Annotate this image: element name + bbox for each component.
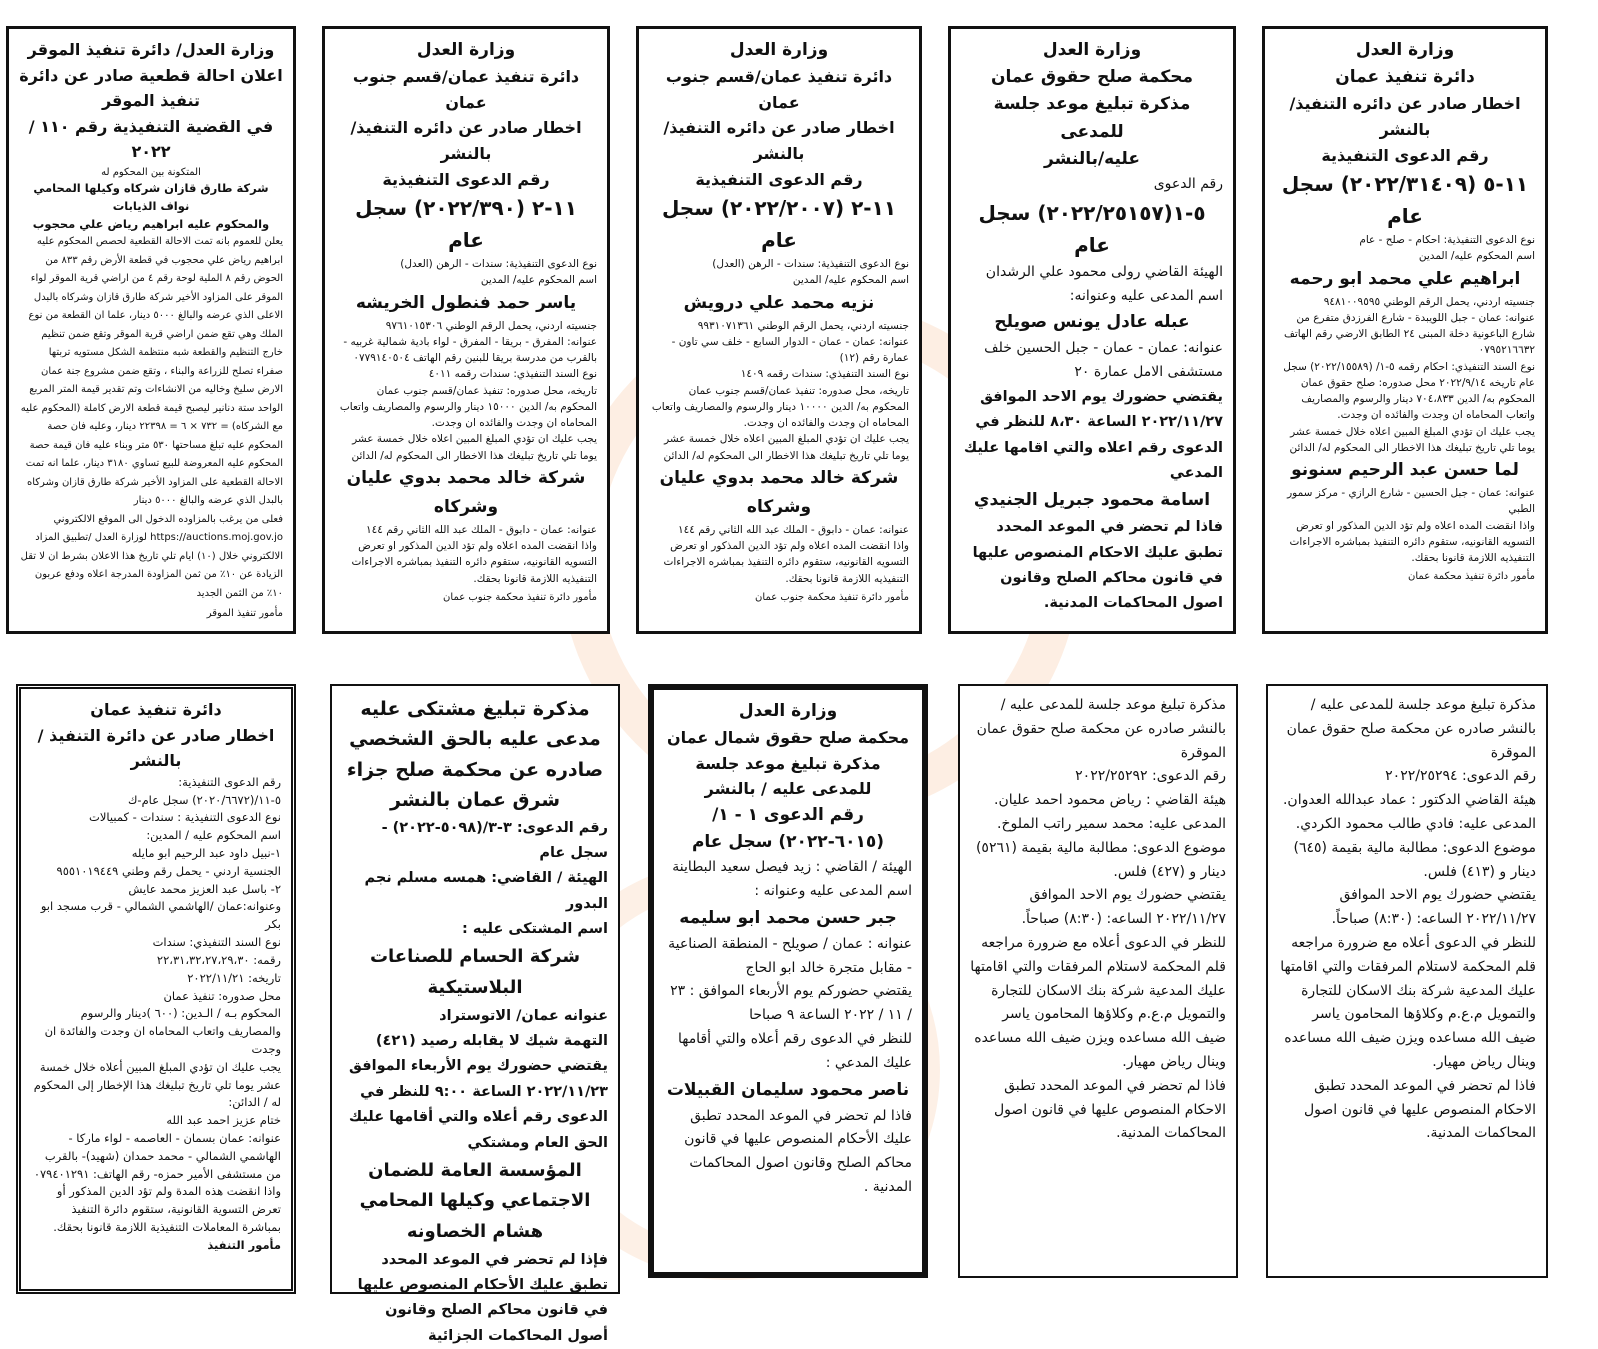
notice-auction-link: فعلى من يرغب بالمزاوده الدخول الى الموقع الالكتروني https://auctions.moj.gov.jo لوزارة العدل /تطبيق المزاد الالكتروني خلال (١٠) ايام تلي تاريخ هذا الاعلان بشرط ان لا تقل الزيادة عن ١٠٪ من ثمن المزاودة المدرجة اعلاه ودفع عربون ١٠٪ من الثمن الجديد — [20, 513, 283, 599]
notice-address: عنوانه عمان/ الاتوستراد — [439, 1007, 608, 1024]
notice-title: اعلان احالة قطعية صادر عن دائرة تنفيذ الموقر — [19, 65, 283, 111]
notice-line: نوع الدعوى التنفيذية : سندات - كمبيالات — [89, 810, 281, 825]
notice-subject: موضوع الدعوى: مطالبة مالية بقيمة (٥٢٦١) دينار و (٤٢٧) فلس. — [975, 839, 1226, 880]
notice-amman-civil-court-25157 — [948, 26, 1236, 634]
notice-amman-execution-6672 — [16, 684, 296, 1294]
notice-line: يجب عليك ان تؤدي المبلغ المبين أعلاه خلال خمسة عشر يوما تلي تاريخ تبليغك هذا الإخطار إلى المحكوم له / الدائن: — [33, 1059, 281, 1110]
notice-case-number: (٦٠١٥-٢٠٢٢) سجل عام — [691, 832, 885, 853]
notice-line: جنسيته اردني، يحمل الرقم الوطني ٩٧٦١٠١٥٣٠٦ — [385, 319, 597, 332]
notice-case-label: رقم الدعوى التنفيذية — [695, 169, 863, 189]
notice-line: تاريخه، محل صدوره: تنفيذ عمان/قسم جنوب عمان — [688, 384, 909, 397]
notice-ministry: وزارة العدل — [416, 40, 516, 60]
notice-address: عنوانه: عمان - عمان - جبل الحسين خلف مستشفى الامل عمارة ٢٠ — [984, 340, 1223, 381]
notice-line: عنوانه: عمان بسمان - العاصمه - لواء ماركا - الهاشمي الشمالي - محمد حمدان (شهيد)- بالقرب من مستشفى الأمير حمزه- رقم الهاتف: ٠٧٩٤٠١٢٩١ — [33, 1131, 281, 1181]
notice-defendant-name: جبر حسن محمد ابو سليمه — [679, 907, 897, 928]
notice-north-amman-civil-6015 — [648, 684, 928, 1278]
notice-charge: التهمة شيك لا يقابله رصيد (٤٢١) — [375, 1033, 608, 1049]
notice-warning: فاذا لم تحضر في الموعد المحدد تطبق الاحكام المنصوص عليها في قانون اصول المحاكمات المدنية. — [1303, 1077, 1536, 1142]
notice-line: واذا انقضت المده اعلاه ولم تؤد الدين المذكور او تعرض التسويه القانونيه، ستقوم دائره التنفيذ بمباشره الاجراءات التنفيذيه اللازمة قانونا بحقك. — [663, 540, 909, 585]
notice-signature: مأمور دائرة تنفيذ محكمة عمان — [1408, 571, 1535, 583]
notice-line: المتكونة بين المحكوم له — [101, 166, 201, 178]
notice-title: مذكرة تبليغ موعد جلسة للمدعى عليه / بالنشر صادره عن محكمة صلح حقوق عمان الموقرة — [1286, 697, 1536, 761]
notice-ministry: وزارة العدل/ دائرة تنفيذ الموقر — [27, 40, 275, 59]
notice-type: مذكرة تبليغ موعد جلسة للمدعى — [993, 94, 1191, 142]
notice-defendant: المدعى عليه: فادي طالب محمود الكردي. — [1295, 815, 1536, 832]
notice-case-number: ٥-١١/(٢٠٢٠/٦٦٧٢) سجل عام-ك — [127, 792, 281, 807]
notice-hearing: يقتضي حضورك يوم الأربعاء الموافق ٢٠٢٢/١١/٢٣ الساعة ٩:٠٠ للنظر في الدعوى رقم أعلاه والتي أقامها عليك الحق العام ومشتكي — [348, 1058, 608, 1151]
notice-line: جنسيته اردني، يحمل الرقم الوطني ٩٩٣١٠٧١٣٦١ — [697, 319, 909, 332]
notice-line: نوع الدعوى التنفيذية: سندات - الرهن (العدل) — [712, 258, 909, 271]
notice-line: عنوانه: عمان - جبل اللويبدة - شارع الفرزدق متفرع من شارع الباعونية دخلة المبنى ٢٤ الطابق الارضي رقم الهاتف ٠٧٩٥٢١٦٦٣٢ — [1283, 311, 1535, 357]
notice-south-amman-execution-2007 — [636, 26, 922, 634]
notice-case-label: رقم الدعوى — [1153, 175, 1223, 192]
notice-type: مذكرة تبليغ موعد جلسة للمدعى عليه / بالنشر — [695, 753, 881, 799]
notice-civil-court-25294 — [1266, 684, 1548, 1278]
notice-creditor: شركة طارق قازان شركاه وكيلها المحامي نواف الذيابات — [33, 180, 269, 213]
notice-warning: فاذا لم تحضر في الموعد المحدد تطبق عليك الاحكام المنصوص عليها في قانون محاكم الصلح وقانون اصول المحاكمات المدنية. — [972, 519, 1223, 612]
notice-case-number: ١١-٥ (٢٠٢٢/٣١٤٠٩) سجل عام — [1281, 172, 1529, 229]
notice-south-amman-execution-390 — [322, 26, 610, 634]
notice-line: ٢- باسل عبد العزيز محمد عايش — [128, 881, 281, 896]
notice-judge: الهيئة / القاضي: همسه مسلم نجم البدور — [364, 870, 608, 912]
notice-east-amman-criminal-5098 — [330, 684, 620, 1344]
notice-hearing: يقتضي حضورك يوم الاحد الموافق ٢٠٢٢/١١/٢٧ الساعة ٨،٣٠ للنظر في الدعوى رقم اعلاه والتي اقامها عليك المدعي — [963, 388, 1223, 481]
notice-judge: الهيئة / القاضي : زيد فيصل سعيد البطاينة — [672, 859, 912, 876]
notice-plaintiff-name: اسامة محمود جبريل الجنيدي — [973, 490, 1211, 511]
notice-type: اخطار صادر عن دائرة التنفيذ / بالنشر — [37, 725, 275, 771]
notice-department: دائرة تنفيذ عمان/قسم جنوب عمان — [352, 67, 580, 112]
notice-creditor-name: لما حسن عبد الرحيم سنونو — [1291, 460, 1519, 481]
notice-case-label: رقم الدعوى التنفيذية — [382, 169, 550, 189]
notice-line: يجب عليك ان تؤدي المبلغ المبين اعلاه خلال خمسة عشر يوما تلي تاريخ تبليغك هذا الاخطار الى المحكوم له/ الدائن — [351, 433, 597, 462]
notice-line: ١-نبيل داود عبد الرحيم ابو مايله — [131, 846, 281, 861]
notice-muwaqqar-auction — [6, 26, 296, 634]
notice-defendant-name: عبله عادل يونس صويلح — [994, 312, 1190, 333]
notice-line: واذا انقضت هذه المدة ولم تؤد الدين المذكور أو تعرض التسوية القانونية، ستقوم دائرة التنفيذ بمباشرة المعاملات التنفيذية اللازمة قانونا بحقك. — [53, 1184, 281, 1235]
notice-line: اسم المحكوم عليه / المدين: — [146, 828, 281, 843]
notice-line: اسم المحكوم عليه/ المدين — [792, 274, 909, 287]
notice-case-number: رقم الدعوى: ٢٠٢٢/٢٥٢٩٤ — [1385, 768, 1536, 785]
notice-creditor-name: شركة خالد محمد بدوي عليان وشركاه — [346, 467, 586, 517]
notice-ministry: وزارة العدل — [738, 701, 838, 721]
notice-subject: موضوع الدعوى: مطالبة مالية بقيمة (٦٤٥) دينار و (٤١٣) فلس. — [1293, 839, 1536, 880]
notice-line: نوع السند التنفيذي: سندات رقمه ٤٠١١ — [428, 368, 597, 381]
notice-line: تاريخه، محل صدوره: تنفيذ عمان/قسم جنوب عمان — [376, 384, 597, 397]
notice-ministry: وزارة العدل — [1042, 40, 1142, 60]
notice-defendant: المدعى عليه: محمد سمير راتب الملوخ. — [997, 815, 1226, 832]
notice-department: دائرة تنفيذ عمان/قسم جنوب عمان — [665, 67, 893, 112]
notice-case-number: في القضية التنفيذية رقم ١١٠ / ٢٠٢٢ — [28, 116, 274, 162]
notice-type-cont: عليه/بالنشر — [1044, 148, 1140, 169]
notice-debtor-name: ياسر حمد فنطول الخريشه — [355, 292, 577, 313]
notice-line: جنسيته اردني، يحمل الرقم الوطني ٩٤٨١٠٠٩٥٩٥ — [1323, 295, 1535, 308]
notice-complainant-name: المؤسسة العامة للضمان الاجتماعي وكيلها المحامي هشام الخصاونه — [359, 1159, 591, 1243]
notice-line: واذا انقضت المده اعلاه ولم تؤد الدين المذكور او تعرض التسويه القانونيه، ستقوم دائره التنفيذ بمباشره الاجراءات التنفيذيه اللازمة قانونا بحقك. — [351, 540, 597, 585]
notice-address: عنوانه : عمان / صويلح - المنطقة الصناعية - مقابل متجرة خالد ابو الحاج — [668, 935, 912, 976]
notice-hearing: يقتضي حضورك يوم الاحد الموافق ٢٠٢٢/١١/٢٧ الساعه: (٨:٣٠) صباحاً. — [1331, 887, 1536, 928]
notice-line: يجب عليك ان تؤدي المبلغ المبين اعلاه خلال خمسة عشر يوما تلي تاريخ تبليغك هذا الاخطار الى المحكوم له/ الدائن — [663, 433, 909, 462]
notice-case-number: رقم الدعوى: ٣-٣/(٥٠٩٨-٢٠٢٢) - سجل عام — [381, 819, 608, 861]
notice-case-label: رقم الدعوى التنفيذية — [1321, 145, 1489, 165]
notice-title: مذكرة تبليغ موعد جلسة للمدعى عليه / بالنشر صادره عن محكمة صلح حقوق عمان الموقرة — [976, 697, 1226, 761]
notice-warning: فاذا لم تحضر في الموعد المحدد تطبق عليك الأحكام المنصوص عليها في قانون محاكم الصلح وقانون اصول المحاكمات المدنية . — [684, 1107, 912, 1195]
notice-plaintiff-name: ناصر محمود سليمان القبيلات — [666, 1079, 910, 1100]
notice-line: واذا انقضت المده اعلاه ولم تؤد الدين المذكور او تعرض التسويه القانونيه، ستقوم دائره التنفيذ بمباشره الاجراءات التنفيذيه اللازمة قانونا بحقك. — [1289, 519, 1535, 565]
notice-hearing: يقتضي حضورك يوم الاحد الموافق ٢٠٢٢/١١/٢٧ الساعه: (٨:٣٠) صباحاً. — [1021, 887, 1226, 928]
notice-judge: هيئة القاضي الدكتور : عماد عبدالله العدوان. — [1282, 792, 1536, 809]
notice-line: وعنوانه:عمان /الهاشمي الشمالي - قرب مسجد ابو بكر — [40, 899, 281, 932]
notice-line: نوع السند التنفيذي: سندات رقمه ١٤٠٩ — [740, 368, 909, 381]
notice-line: عنوانه: عمان - دابوق - الملك عبد الله الثاني رقم ١٤٤ — [678, 523, 909, 536]
notice-debtor-name: نزيه محمد علي درويش — [683, 292, 875, 313]
notice-line: اسم المحكوم عليه/ المدين — [480, 274, 597, 287]
notice-line: المحكوم به/ الدين ١٥٠٠٠ دينار والرسوم والمصاريف واتعاب المحاماه ان وجدت والفائده ان وجدت. — [339, 400, 597, 430]
notice-body: للنظر في الدعوى أعلاه مع ضرورة مراجعه قلم المحكمة لاستلام المرفقات والتي اقامتها عليك المدعية شركة بنك الاسكان للتجارة والتمويل م.ع.م وكلاؤها المحامون ياسر ضيف الله مساعده ويزن ضيف الله مساعده وينال رياض مهيار. — [1280, 934, 1536, 1070]
notice-case-number: ٥-١(٢٠٢٢/٢٥١٥٧) سجل عام — [978, 200, 1206, 257]
notice-case-number: ١١-٢ (٢٠٢٢/٢٠٠٧) سجل عام — [661, 196, 897, 253]
notice-line: ختام عزيز احمد عبد الله — [166, 1113, 281, 1128]
notice-body: للنظر في الدعوى أعلاه مع ضرورة مراجعه قلم المحكمة لاستلام المرفقات والتي اقامتها عليك المدعية شركة بنك الاسكان للتجارة والتمويل م.ع.م وكلاؤها المحامون ياسر ضيف الله مساعده ويزن ضيف الله مساعده وينال رياض مهيار. — [970, 934, 1226, 1070]
notice-debtor: والمحكوم عليه ابراهيم رياض علي محجوب — [32, 216, 270, 231]
notice-signature: مأمور دائرة تنفيذ محكمة جنوب عمان — [755, 591, 909, 603]
notice-debtor-name: ابراهيم علي محمد ابو رحمه — [1289, 268, 1521, 289]
notice-line: نوع الدعوى التنفيذية: احكام - صلح - عام — [1359, 234, 1535, 247]
notice-line: رقمه: ٢٢،٣١،٣٢،٢٧،٢٩،٣٠ — [156, 952, 281, 967]
notice-line: المحكوم به/ الدين ٧٠٤،٨٣٣ دينار والرسوم والمصاريف واتعاب المحاماه ان وجدت والفائده ان وجدت. — [1301, 393, 1535, 422]
notice-line: عنوانه: عمان - دابوق - الملك عبد الله الثاني رقم ١٤٤ — [366, 523, 597, 536]
notice-signature: مأمور تنفيذ الموقر — [206, 608, 283, 620]
notice-line: نوع السند التنفيذي: سندات — [152, 935, 281, 950]
notice-line: نوع السند التنفيذي: احكام رقمه ٥-١/ (٢٠٢٢/١٥٥٨٩) سجل عام تاريخه ٢٠٢٢/٩/١٤ محل صدوره: صلح حقوق عمان — [1283, 360, 1535, 389]
notice-warning: فإذا لم تحضر في الموعد المحدد تطبق عليك الأحكام المنصوص عليها في قانون محاكم الصلح وقانون أصول المحاكمات الجزائية — [357, 1251, 608, 1344]
notice-accused-name: شركة الحسام للصناعات البلاستيكية — [369, 946, 581, 999]
notice-type: اخطار صادر عن دائره التنفيذ/ بالنشر — [1289, 94, 1521, 139]
notice-line: يجب عليك ان تؤدي المبلغ المبين اعلاه خلال خمسة عشر يوما تلي تاريخ تبليغك هذا الاخطار الى المحكوم له/ الدائن — [1289, 425, 1535, 454]
notice-line: محل صدوره: تنفيذ عمان — [163, 988, 281, 1003]
notice-line: عنوانه: عمان - عمان - الدوار السابع - خلف سي تاون - عمارة رقم (١٢) — [671, 335, 909, 365]
notice-signature: مأمور التنفيذ — [207, 1237, 281, 1252]
notice-body: يعلن للعموم بانه تمت الاحالة القطعية لحصص المحكوم عليه ابراهيم رياض علي محجوب في قطعة الأرض رقم ٨٣٣ من الحوض رقم ٨ الملية لوحة رقم ٤ من اراضي قرية الموقر لواء الموقر على المزاود الأخير شركة طارق قازان وشركاه بالبدل الاعلى الذي عرضه والبالغ ٥٠٠٠ دينار، علما ان القطعة من نوع الملك وهي تقع ضمن اراضي قرية الموقر وتقع ضمن تنظيم خارج التنظيم والقطعة شبه منتظمة الشكل مستويه تربتها صفراء تصلح للزراعة والبناء ، وتقع ضمن مشروع جنة عمان الارض سليخ وخاليه من الانشاءات وتم تقدير قيمة المتر المربع الواحد ستة دنانير ليصبح قيمة قطعة الارض كاملة (المحكوم عليه مع الشركاه) = ٧٣٢ × ٦ = ٢٢٣٩٨ دينار، وعليه فان حصة المحكوم عليه تبلغ مساحتها ٥٣٠ متر وبناء عليه فان قيمة حصة المحكوم عليه المعروضة للبيع تساوي ٣١٨٠ دينار، علما انه تمت الاحالة القطعية على المزاود الأخير شركة طارق قازان وشركاه بالبدل الذي عرضه والبالغ ٥٠٠٠ دينار — [20, 236, 283, 507]
notice-defendant-label: اسم المدعى عليه وعنوانه : — [754, 883, 912, 900]
notice-line: تاريخه: ٢٠٢٢/١١/٢١ — [187, 970, 281, 985]
notice-department: دائرة تنفيذ عمان — [90, 700, 222, 719]
notice-hearing: يقتضي حضوركم يوم الأربعاء الموافق : ٢٣ / ١١ / ٢٠٢٢ الساعة ٩ صباحا — [670, 983, 912, 1024]
notice-judge: الهيئة القاضي رولى محمود علي الرشدان — [985, 263, 1223, 280]
notice-line: المحكوم به/ الدين ١٠٠٠٠ دينار والرسوم والمصاريف واتعاب المحاماه ان وجدت والفائده ان وجدت. — [651, 400, 909, 430]
notice-defendant-label: اسم المدعى عليه وعنوانه: — [1069, 287, 1223, 304]
notice-ministry: وزارة العدل — [1355, 40, 1455, 60]
notice-line: عنوانه: المفرق - بريقا - المفرق - لواء بادية شمالية غربيه - بالقرب من مدرسة بريقا للبنين رقم الهاتف ٠٧٧٩١٤٠٥٠٤ — [343, 335, 597, 365]
notice-department: دائرة تنفيذ عمان — [1335, 67, 1475, 88]
notice-case-label: رقم الدعوى التنفيذية: — [178, 774, 281, 789]
notice-line: نوع الدعوى التنفيذية: سندات - الرهن (العدل) — [400, 258, 597, 271]
notice-case-label: رقم الدعوى ١ - ١/ — [712, 804, 864, 825]
notice-amman-execution-31409 — [1262, 26, 1548, 634]
notice-warning: فاذا لم تحضر في الموعد المحدد تطبق الاحكام المنصوص عليها في قانون اصول المحاكمات المدنية. — [993, 1077, 1226, 1142]
notice-civil-court-25292 — [958, 684, 1238, 1278]
notice-case-number: ١١-٢ (٢٠٢٢/٣٩٠) سجل عام — [355, 196, 577, 253]
notice-line: اسم المحكوم عليه/ المدين — [1418, 250, 1535, 263]
notice-creditor-name: شركة خالد محمد بدوي عليان وشركاه — [659, 467, 899, 517]
notice-line: الجنسية اردني - يحمل رقم وطني ٩٥٥١٠١٩٤٤٩ — [56, 863, 281, 878]
notice-judge: هيئة القاضي : رياض محمود احمد عليان. — [994, 792, 1226, 809]
notice-signature: مأمور دائرة تنفيذ محكمة جنوب عمان — [443, 591, 597, 603]
notice-title: مذكرة تبليغ مشتكى عليه مدعى عليه بالحق الشخصي صادره عن محكمة صلح جزاء شرق عمان بالنشر — [346, 698, 604, 812]
notice-court: محكمة صلح حقوق شمال عمان — [666, 728, 910, 748]
notice-type: اخطار صادر عن دائره التنفيذ/ بالنشر — [350, 118, 582, 163]
notice-line: عنوانه: عمان - جبل الحسين - شارع الرازي - مركز سمور الطبي — [1287, 487, 1535, 516]
notice-type: اخطار صادر عن دائره التنفيذ/ بالنشر — [663, 118, 895, 163]
notice-court: محكمة صلح حقوق عمان — [991, 67, 1193, 88]
notice-accused-label: اسم المشتكى عليه : — [462, 921, 608, 938]
notice-case-number: رقم الدعوى: ٢٠٢٢/٢٥٢٩٢ — [1075, 768, 1226, 785]
notice-ministry: وزارة العدل — [729, 40, 829, 60]
notice-body: للنظر في الدعوى رقم أعلاه والتي أقامها عليك المدعي : — [677, 1031, 912, 1071]
notice-line: المحكوم بـه / الـدين: (٦٠٠ )دينار والرسوم والمصاريف واتعاب المحاماه ان وجدت والفائدة ان وجدت — [44, 1006, 281, 1056]
